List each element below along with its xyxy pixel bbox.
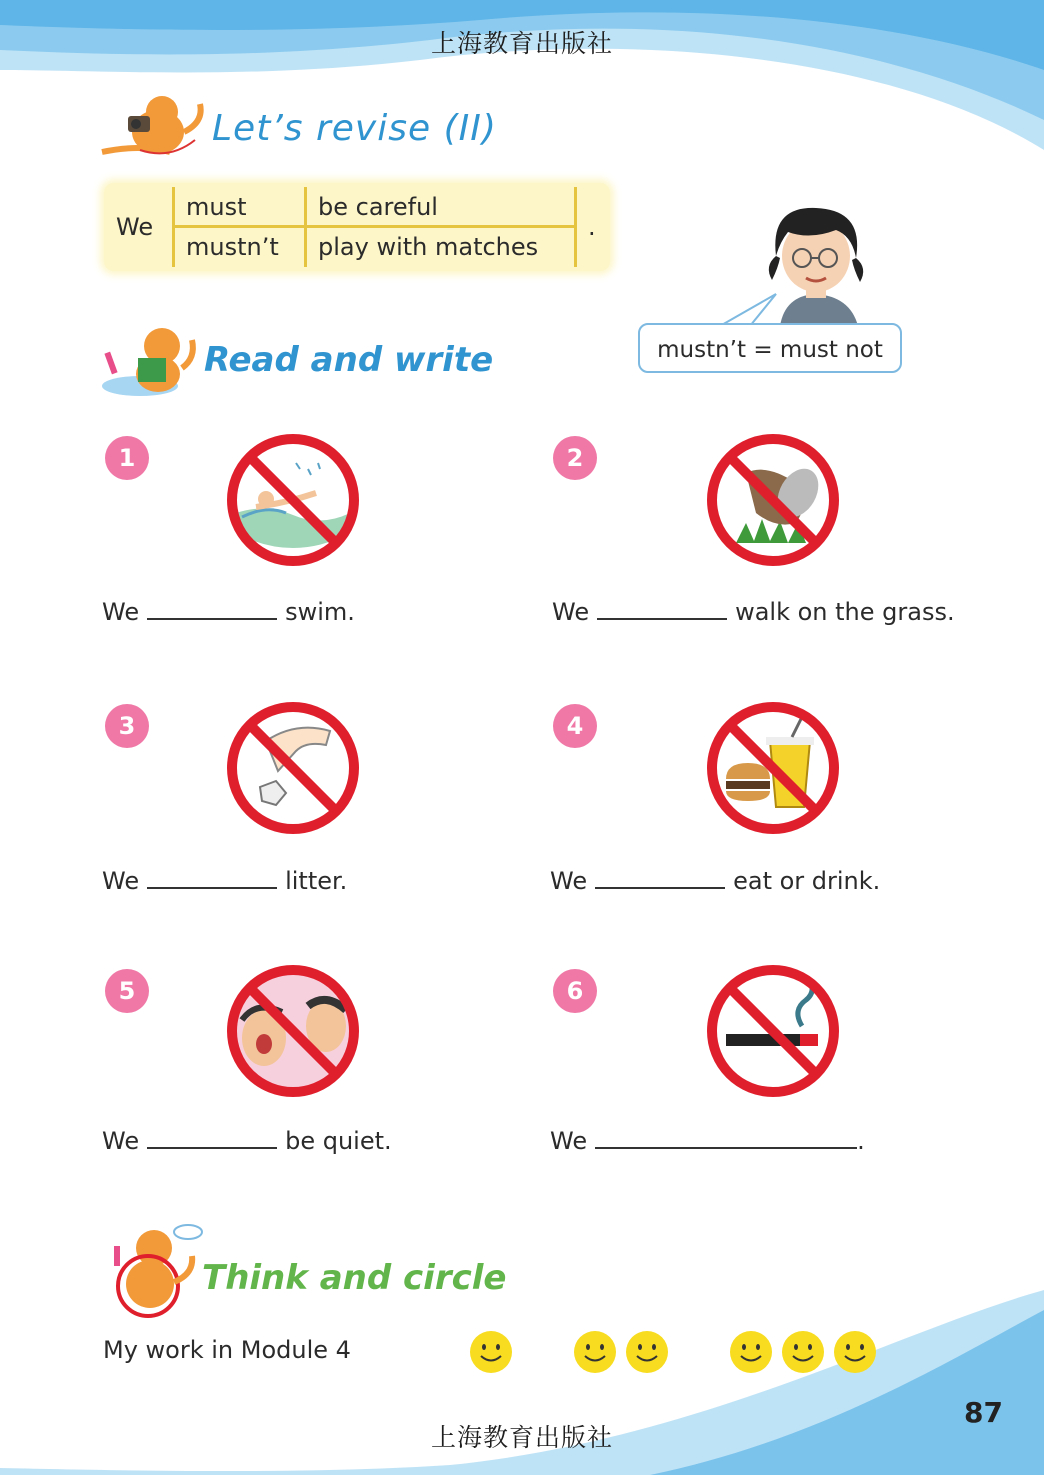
sentence-6 [550,1125,865,1155]
sentence-start: We [102,867,140,895]
grammar-modal-mustnt: mustn’t [186,233,279,261]
speech-bubble-tail [680,292,780,326]
grammar-action-careful: be careful [318,193,438,221]
grammar-action-matches: play with matches [318,233,539,261]
smiley-face-icon[interactable] [624,1329,670,1375]
sentence-3 [102,865,347,895]
publisher-footer: 上海教育出版社 [430,1423,613,1452]
sentence-start: We [550,867,588,895]
grammar-table [104,183,610,271]
sentence-end: walk on the grass. [735,598,955,626]
sentence-end: . [857,1127,865,1155]
item-number-4: 4 [553,704,597,748]
sentence-start: We [102,1127,140,1155]
smiley-face-icon[interactable] [832,1329,878,1375]
grammar-end-mark: . [588,213,596,241]
smiley-face-icon[interactable] [780,1329,826,1375]
smiley-face-icon[interactable] [572,1329,618,1375]
smiley-face-icon[interactable] [468,1329,514,1375]
answer-blank[interactable] [595,1125,857,1149]
no-shouting-sign-icon [226,964,360,1098]
sentence-end: swim. [285,598,355,626]
speech-bubble-note: mustn’t = must not [638,323,902,373]
item-number-1: 1 [105,436,149,480]
grammar-subject: We [116,213,154,241]
smiley-face-icon[interactable] [728,1329,774,1375]
sentence-1 [102,596,355,626]
item-number-5: 5 [105,969,149,1013]
cat-thinking-mascot-icon [100,1222,204,1322]
sentence-start: We [550,1127,588,1155]
cat-camera-mascot-icon [100,92,210,162]
grammar-modal-must: must [186,193,247,221]
item-number-3: 3 [105,704,149,748]
cat-reading-mascot-icon [100,322,200,398]
sentence-start: We [552,598,590,626]
publisher-header: 上海教育出版社 [430,29,613,58]
section-title-lets-revise: Let’s revise (II) [212,108,497,149]
section-title-read-and-write: Read and write [204,340,494,380]
sentence-end: be quiet. [285,1127,392,1155]
answer-blank[interactable] [147,865,277,889]
answer-blank[interactable] [595,865,725,889]
answer-blank[interactable] [597,596,727,620]
no-walking-on-grass-sign-icon [706,433,840,567]
sentence-4 [550,865,880,895]
answer-blank[interactable] [147,596,277,620]
sentence-end: litter. [285,867,348,895]
table-divider [172,225,577,228]
page-number: 87 [964,1396,1003,1429]
no-swimming-sign-icon [226,433,360,567]
item-number-2: 2 [553,436,597,480]
no-smoking-sign-icon [706,964,840,1098]
no-littering-sign-icon [226,701,360,835]
item-number-6: 6 [553,969,597,1013]
sentence-2 [552,596,955,626]
answer-blank[interactable] [147,1125,277,1149]
sentence-5 [102,1125,392,1155]
sentence-start: We [102,598,140,626]
section-title-think-and-circle: Think and circle [202,1258,507,1298]
sentence-end: eat or drink. [733,867,881,895]
self-assessment-label: My work in Module 4 [103,1336,351,1364]
no-food-or-drink-sign-icon [706,701,840,835]
